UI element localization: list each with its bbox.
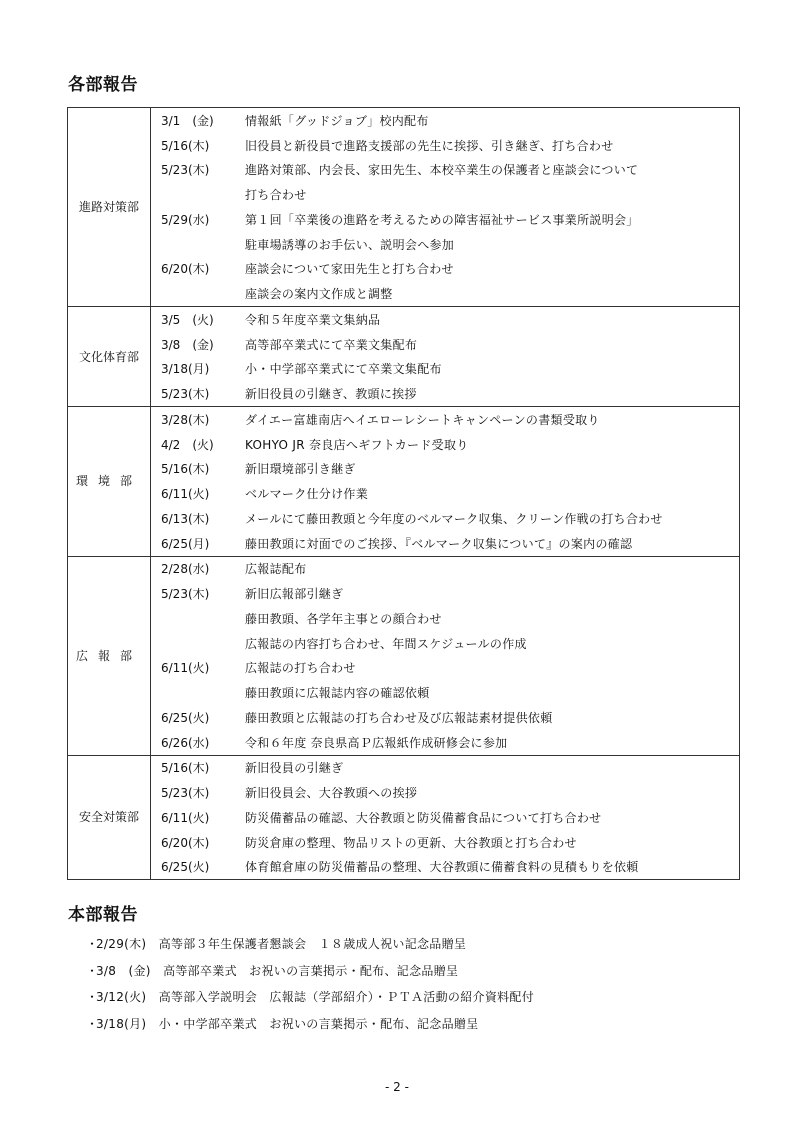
honbu-list-item — [86, 987, 534, 1014]
entry-text: 令和６年度 奈良県高Ｐ広報紙作成研修会に参加 — [245, 735, 508, 750]
entry-text: 情報紙「グッドジョブ」校内配布 — [245, 113, 429, 128]
entry-date: 3/5 (火) — [161, 312, 214, 327]
entry-text: 小・中学部卒業式にて卒業文集配布 — [245, 362, 442, 377]
entry-date: 6/26(水) — [161, 735, 210, 750]
entry-row — [151, 557, 739, 582]
entry-text: 新旧役員の引継ぎ、教頭に挨拶 — [245, 387, 417, 402]
department-entries — [151, 755, 740, 880]
entry-row — [151, 332, 739, 357]
entry-text: 打ち合わせ — [245, 188, 307, 203]
entry-text: 座談会について家田先生と打ち合わせ — [245, 262, 454, 277]
entry-text: 令和５年度卒業文集納品 — [245, 312, 381, 327]
entry-text: 駐車場誘導のお手伝い、説明会へ参加 — [245, 237, 455, 252]
entry-text: 藤田教頭に対面でのご挨拶、『ベルマーク収集について』の案内の確認 — [245, 536, 633, 551]
department-name: 文化体育部 — [68, 307, 151, 407]
entry-date: 6/11(火) — [161, 661, 210, 676]
page-number: - 2 - — [385, 1080, 409, 1094]
section-title-kakubu-hokoku: 各部報告 — [68, 75, 138, 95]
entry-text: 新旧役員の引継ぎ — [245, 761, 344, 776]
entry-date: 5/23(木) — [161, 786, 210, 801]
entry-text: 防災備蓄品の確認、大谷教頭と防災備蓄食品について打ち合わせ — [245, 810, 602, 825]
entry-date: 5/16(木) — [161, 138, 210, 153]
entry-text: 防災倉庫の整理、物品リストの更新、大谷教頭と打ち合わせ — [245, 835, 577, 850]
entry-date: 2/28(水) — [161, 562, 210, 577]
entry-date: 6/20(木) — [161, 835, 210, 850]
department-row — [68, 108, 740, 307]
department-name: 安全対策部 — [68, 755, 151, 880]
entry-date: 5/29(水) — [161, 212, 210, 227]
department-row — [68, 556, 740, 755]
entry-date: 6/11(火) — [161, 810, 210, 825]
entry-row — [151, 805, 739, 830]
entry-text: 藤田教頭と広報誌の打ち合わせ及び広報誌素材提供依頼 — [245, 710, 553, 725]
entry-row — [151, 357, 739, 382]
entry-text: 新旧広報部引継ぎ — [245, 587, 344, 602]
entry-row — [151, 133, 739, 158]
entry-date: 3/8 (金) — [161, 337, 214, 352]
entry-date: 5/16(木) — [161, 462, 210, 477]
entry-row — [151, 756, 739, 781]
entry-row — [151, 108, 739, 133]
entry-text: 広報誌の内容打ち合わせ、年間スケジュールの作成 — [245, 636, 527, 651]
entry-row — [151, 506, 739, 531]
entry-row — [151, 281, 739, 306]
entry-row — [151, 730, 739, 755]
entry-date: 6/20(木) — [161, 262, 210, 277]
entry-row — [151, 257, 739, 282]
entry-text: 進路対策部、内会長、家田先生、本校卒業生の保護者と座談会について — [245, 163, 639, 178]
honbu-item-text: 3/18(月) 小・中学部卒業式 お祝いの言葉掲示・配布、記念品贈呈 — [96, 1016, 479, 1031]
entry-row — [151, 656, 739, 681]
honbu-list-item — [86, 961, 534, 988]
department-row — [68, 407, 740, 557]
entry-date: 5/23(木) — [161, 387, 210, 402]
entry-row — [151, 705, 739, 730]
entry-row — [151, 457, 739, 482]
entry-text: 体育館倉庫の防災備蓄品の整理、大谷教頭に備蓄食料の見積もりを依頼 — [245, 860, 639, 875]
entry-text: 新旧環境部引き継ぎ — [245, 462, 356, 477]
entry-row — [151, 680, 739, 705]
department-entries — [151, 108, 740, 307]
entry-row — [151, 631, 739, 656]
honbu-item-text: 2/29(木) 高等部３年生保護者懇談会 １８歳成人祝い記念品贈呈 — [96, 937, 467, 951]
department-name: 環境部 — [68, 407, 151, 557]
entry-row — [151, 381, 739, 406]
entry-row — [151, 606, 739, 631]
department-name: 広報部 — [68, 556, 151, 755]
entry-text: 旧役員と新役員で進路支援部の先生に挨拶、引き継ぎ、打ち合わせ — [245, 138, 614, 153]
entry-text: ベルマーク仕分け作業 — [245, 487, 369, 502]
department-entries — [151, 307, 740, 407]
entry-date: 6/13(木) — [161, 511, 210, 526]
entry-text: 第１回「卒業後の進路を考えるための障害福祉サービス事業所説明会」 — [245, 212, 639, 227]
department-entries — [151, 407, 740, 557]
entry-row — [151, 407, 739, 432]
entry-text: 広報誌配布 — [245, 562, 307, 577]
entry-row — [151, 581, 739, 606]
honbu-report-list — [86, 934, 534, 1040]
entry-date: 5/23(木) — [161, 587, 210, 602]
department-row — [68, 755, 740, 880]
entry-date: 6/25(火) — [161, 860, 210, 875]
entry-date: 3/1 (金) — [161, 113, 214, 128]
entry-row — [151, 182, 739, 207]
entry-date: 5/16(木) — [161, 761, 210, 776]
entry-text: 広報誌の打ち合わせ — [245, 661, 356, 676]
entry-date: 3/28(木) — [161, 412, 210, 427]
entry-date: 4/2 (火) — [161, 437, 214, 452]
entry-text: 座談会の案内文作成と調整 — [245, 287, 393, 302]
bullet: ・ — [86, 1016, 99, 1031]
entry-text: 藤田教頭に広報誌内容の確認依頼 — [245, 686, 430, 701]
entry-date: 6/25(火) — [161, 710, 210, 725]
entry-row — [151, 158, 739, 183]
entry-row — [151, 531, 739, 556]
department-name: 進路対策部 — [68, 108, 151, 307]
entry-row — [151, 481, 739, 506]
entry-row — [151, 855, 739, 880]
honbu-item-text: 3/12(火) 高等部入学説明会 広報誌（学部紹介）・ＰＴＡ活動の紹介資料配付 — [96, 990, 535, 1004]
entry-row — [151, 780, 739, 805]
entry-text: ダイエー富雄南店へイエローレシートキャンペーンの書類受取り — [245, 412, 600, 427]
bullet: ・ — [86, 990, 99, 1004]
entry-row — [151, 307, 739, 332]
department-report-table — [67, 107, 740, 880]
entry-text: 藤田教頭、各学年主事との顔合わせ — [245, 611, 442, 626]
department-entries — [151, 556, 740, 755]
section-title-honbu-hokoku: 本部報告 — [68, 905, 138, 925]
entry-row — [151, 232, 739, 257]
entry-text: KOHYO JR 奈良店へギフトカード受取り — [245, 437, 469, 452]
entry-text: 高等部卒業式にて卒業文集配布 — [245, 337, 418, 352]
entry-text: メールにて藤田教頭と今年度のベルマーク収集、クリーン作戦の打ち合わせ — [245, 511, 663, 526]
department-row — [68, 307, 740, 407]
entry-row — [151, 830, 739, 855]
honbu-list-item — [86, 934, 534, 961]
entry-date: 6/11(火) — [161, 487, 210, 502]
bullet: ・ — [86, 963, 99, 978]
honbu-item-text: 3/8 (金) 高等部卒業式 お祝いの言葉掲示・配布、記念品贈呈 — [96, 963, 459, 978]
entry-row — [151, 432, 739, 457]
entry-row — [151, 207, 739, 232]
entry-text: 新旧役員会、大谷教頭への挨拶 — [245, 786, 418, 801]
bullet: ・ — [86, 937, 99, 951]
entry-date: 3/18(月) — [161, 362, 210, 377]
entry-date: 6/25(月) — [161, 536, 210, 551]
entry-date: 5/23(木) — [161, 163, 210, 178]
honbu-list-item — [86, 1014, 534, 1041]
